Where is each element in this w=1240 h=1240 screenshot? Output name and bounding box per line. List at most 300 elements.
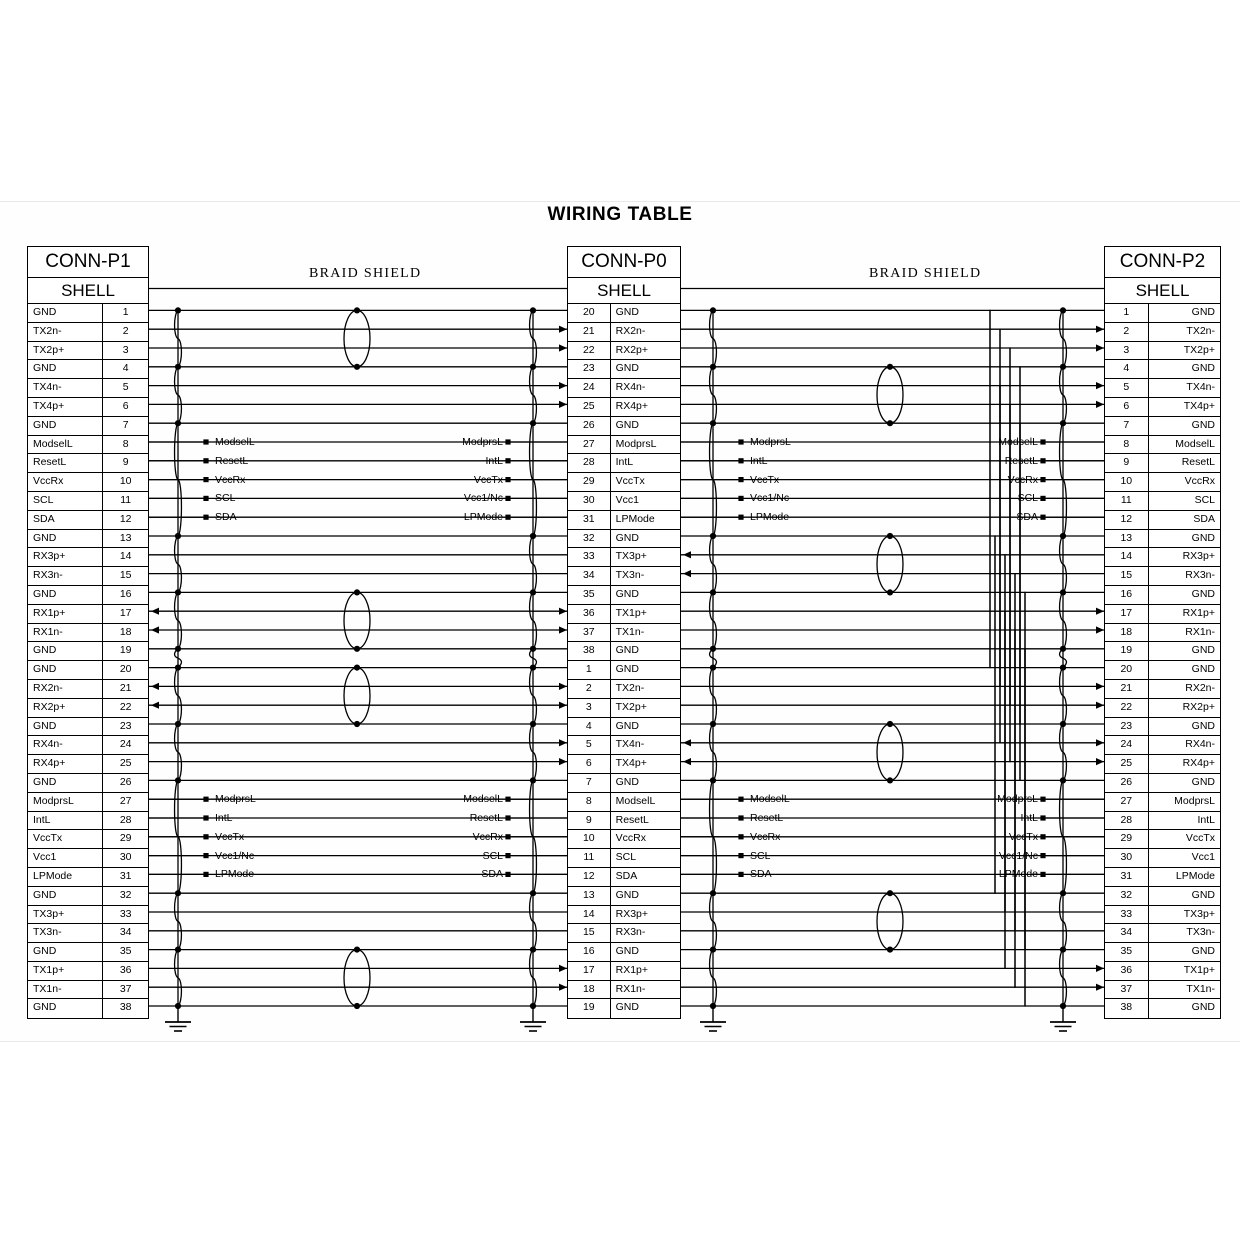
signal-stub-label: VccRx — [750, 830, 781, 843]
table-row — [28, 398, 148, 417]
table-row — [28, 548, 148, 567]
pin-number: 1 — [122, 306, 129, 318]
pin-signal-name: LPMode — [1175, 869, 1215, 882]
braid-shield-label-left: BRAID SHIELD — [309, 266, 422, 281]
pin-signal-name: RX2p+ — [1182, 700, 1215, 713]
pin-signal-name: TX4n- — [1186, 381, 1215, 394]
pin-number: 7 — [1105, 417, 1149, 435]
pin-number: 17 — [568, 962, 611, 980]
pin-signal-name: TX3n- — [1186, 926, 1215, 939]
pin-signal-name: VccTx — [28, 830, 103, 848]
pin-number: 14 — [1105, 548, 1149, 566]
pin-signal-name: SDA — [28, 511, 103, 529]
table-row — [1105, 699, 1220, 718]
pin-number: 19 — [1105, 642, 1149, 660]
pin-number: 22 — [119, 700, 132, 713]
table-row — [568, 774, 680, 793]
signal-stub-label: VccTx — [215, 830, 245, 843]
table-row — [568, 793, 680, 812]
table-row — [28, 943, 148, 962]
pin-number: 38 — [568, 642, 611, 660]
pin-number: 26 — [119, 775, 132, 788]
pin-number: 12 — [1105, 511, 1149, 529]
signal-stub-label: ModprsL — [215, 793, 256, 806]
pin-signal-name: TX2p+ — [615, 700, 647, 713]
pin-number: 2 — [122, 324, 129, 337]
pin-number: 20 — [119, 663, 132, 676]
pin-signal-name: TX3n- — [28, 924, 103, 942]
pin-signal-name: GND — [1191, 775, 1215, 788]
pin-number: 19 — [119, 644, 132, 657]
table-row — [28, 924, 148, 943]
table-row — [1105, 642, 1220, 661]
table-row — [568, 454, 680, 473]
pin-signal-name: TX3p+ — [615, 550, 647, 563]
pin-number: 27 — [1105, 793, 1149, 811]
table-row — [1105, 398, 1220, 417]
table-row — [28, 586, 148, 605]
table-row — [1105, 586, 1220, 605]
pin-number: 20 — [568, 304, 611, 322]
pin-number: 1 — [1105, 304, 1149, 322]
signal-stub-label: ResetL — [1004, 454, 1038, 467]
pin-signal-name: LPMode — [615, 512, 655, 525]
pin-signal-name: TX1p+ — [28, 962, 103, 980]
pin-signal-name: TX1p+ — [1183, 963, 1215, 976]
pin-signal-name: SCL — [615, 851, 637, 864]
pin-signal-name: GND — [28, 530, 103, 548]
pin-number: 28 — [119, 813, 132, 826]
table-row — [568, 473, 680, 492]
table-row — [28, 530, 148, 549]
table-row — [1105, 530, 1220, 549]
signal-stub-label: Vcc1/Nc — [215, 849, 255, 862]
signal-stub-label: Vcc1/Nc — [750, 492, 790, 505]
table-row — [28, 680, 148, 699]
pin-signal-name: GND — [615, 418, 639, 431]
signal-stub-label: VccTx — [473, 473, 503, 486]
pin-signal-name: VccRx — [28, 473, 103, 491]
table-row — [568, 906, 680, 925]
signal-stub-label: LPMode — [998, 868, 1038, 881]
pin-signal-name: IntL — [615, 456, 634, 469]
table-row — [1105, 417, 1220, 436]
table-row — [28, 360, 148, 379]
pin-number: 38 — [119, 1001, 132, 1014]
pin-signal-name: GND — [28, 718, 103, 736]
pin-number: 13 — [568, 887, 611, 905]
table-row — [568, 360, 680, 379]
table-row — [28, 605, 148, 624]
table-row — [1105, 736, 1220, 755]
pin-signal-name: GND — [615, 306, 639, 318]
pin-signal-name: TX4n- — [615, 738, 645, 751]
table-row — [568, 718, 680, 737]
table-row — [568, 830, 680, 849]
pin-number: 19 — [568, 999, 611, 1018]
pin-signal-name: RX1n- — [1185, 625, 1215, 638]
table-row — [568, 323, 680, 342]
pin-signal-name: RX4p+ — [615, 399, 649, 412]
pin-signal-name: GND — [28, 586, 103, 604]
pin-signal-name: GND — [28, 304, 103, 322]
table-row — [1105, 661, 1220, 680]
signal-stub-label: VccRx — [472, 830, 503, 843]
table-row — [1105, 830, 1220, 849]
pin-number: 36 — [119, 963, 132, 976]
table-row — [28, 981, 148, 1000]
signal-stub-label: IntL — [750, 454, 768, 467]
pin-signal-name: ResetL — [615, 813, 649, 826]
pin-signal-name: VccTx — [1185, 832, 1215, 845]
pin-number: 9 — [1105, 454, 1149, 472]
pin-number: 9 — [122, 456, 129, 469]
table-row — [568, 943, 680, 962]
table-row — [28, 304, 148, 323]
pin-number: 23 — [568, 360, 611, 378]
pin-number: 38 — [1105, 999, 1149, 1018]
braid-shield-label-right: BRAID SHIELD — [869, 266, 982, 281]
pin-number: 14 — [119, 550, 132, 563]
table-row — [1105, 999, 1220, 1018]
pin-number: 15 — [119, 569, 132, 582]
pin-number: 32 — [568, 530, 611, 548]
pin-signal-name: ModprsL — [28, 793, 103, 811]
pin-signal-name: GND — [615, 888, 639, 901]
pin-number: 33 — [119, 907, 132, 920]
table-row — [568, 586, 680, 605]
signal-stub-label: ModprsL — [997, 793, 1038, 806]
signal-stub-label: ResetL — [469, 812, 503, 824]
pin-signal-name: RX3p+ — [28, 548, 103, 566]
signal-stub-label: SCL — [1017, 492, 1038, 505]
signal-stub-label: LPMode — [215, 868, 255, 881]
pin-number: 24 — [1105, 736, 1149, 754]
table-row — [28, 736, 148, 755]
pin-number: 26 — [1105, 774, 1149, 792]
pin-number: 17 — [119, 606, 132, 619]
table-row — [1105, 473, 1220, 492]
pin-signal-name: RX3n- — [1185, 569, 1215, 582]
signal-stub-label: LPMode — [463, 511, 503, 524]
table-row — [568, 624, 680, 643]
pin-number: 29 — [119, 832, 132, 845]
signal-stub-label: VccTx — [750, 473, 780, 486]
pin-number: 9 — [568, 812, 611, 830]
pin-signal-name: TX4p+ — [1183, 399, 1215, 412]
table-row — [1105, 567, 1220, 586]
pin-signal-name: ModselL — [1175, 437, 1215, 450]
page-title: WIRING TABLE — [547, 204, 693, 225]
signal-stub-label: ModselL — [998, 436, 1038, 448]
table-row — [1105, 492, 1220, 511]
pin-signal-name: RX1p+ — [28, 605, 103, 623]
pin-signal-name: TX1n- — [1186, 982, 1215, 995]
pin-number: 29 — [1105, 830, 1149, 848]
pin-signal-name: GND — [1191, 945, 1215, 958]
pin-signal-name: GND — [1191, 1001, 1215, 1014]
pin-signal-name: RX4p+ — [28, 755, 103, 773]
pin-number: 13 — [119, 531, 132, 544]
pin-number: 2 — [568, 680, 611, 698]
pin-signal-name: ModselL — [615, 794, 656, 807]
pin-signal-name: GND — [28, 774, 103, 792]
connector-p1-title: CONN-P1 — [28, 247, 148, 278]
pin-signal-name: RX4p+ — [1182, 757, 1215, 770]
pin-signal-name: SDA — [1193, 512, 1215, 525]
pin-signal-name: GND — [1191, 531, 1215, 544]
table-row — [1105, 605, 1220, 624]
pin-signal-name: GND — [1191, 888, 1215, 901]
pin-signal-name: TX1p+ — [615, 606, 647, 619]
signal-stub-label: ResetL — [750, 812, 784, 824]
pin-signal-name: RX3p+ — [615, 907, 649, 920]
pin-number: 3 — [122, 343, 129, 356]
table-row — [1105, 774, 1220, 793]
signal-stub-label: ModselL — [463, 793, 503, 806]
table-row — [28, 906, 148, 925]
table-row — [568, 548, 680, 567]
pin-number: 26 — [568, 417, 611, 435]
connector-p2-title: CONN-P2 — [1105, 247, 1220, 278]
pin-number: 10 — [1105, 473, 1149, 491]
pin-number: 34 — [119, 926, 132, 939]
pin-number: 20 — [1105, 661, 1149, 679]
pin-number: 3 — [568, 699, 611, 717]
table-row — [568, 812, 680, 831]
pin-number: 15 — [568, 924, 611, 942]
pin-signal-name: TX2p+ — [28, 342, 103, 360]
signal-stub-label: VccTx — [1008, 830, 1038, 843]
pin-number: 4 — [1105, 360, 1149, 378]
pin-number: 7 — [122, 418, 129, 431]
table-row — [1105, 943, 1220, 962]
connector-p1 — [27, 246, 149, 1019]
table-row — [568, 868, 680, 887]
connector-p1-rows — [28, 304, 148, 1018]
pin-number: 37 — [1105, 981, 1149, 999]
connector-p2-rows — [1105, 304, 1220, 1018]
pin-number: 31 — [1105, 868, 1149, 886]
connector-p1-shell: SHELL — [28, 278, 148, 304]
pin-number: 36 — [1105, 962, 1149, 980]
table-row — [1105, 793, 1220, 812]
table-row — [1105, 436, 1220, 455]
pin-signal-name: GND — [615, 775, 639, 788]
table-row — [28, 774, 148, 793]
pin-signal-name: ModprsL — [1174, 794, 1215, 807]
pin-signal-name: GND — [28, 661, 103, 679]
pin-signal-name: RX4n- — [28, 736, 103, 754]
table-row — [1105, 360, 1220, 379]
table-row — [28, 699, 148, 718]
pin-signal-name: TX2n- — [28, 323, 103, 341]
connector-p0-shell: SHELL — [568, 278, 680, 304]
pin-signal-name: RX2n- — [615, 324, 646, 337]
pin-signal-name: RX2p+ — [28, 699, 103, 717]
pin-number: 35 — [568, 586, 611, 604]
pin-number: 6 — [1105, 398, 1149, 416]
table-row — [568, 981, 680, 1000]
pin-signal-name: ModselL — [28, 436, 103, 454]
signal-stub-label: SDA — [750, 868, 772, 881]
signal-stub-label: Vcc1/Nc — [463, 492, 503, 505]
pin-number: 21 — [1105, 680, 1149, 698]
table-row — [568, 379, 680, 398]
table-row — [1105, 906, 1220, 925]
pin-signal-name: RX1p+ — [1182, 606, 1215, 619]
pin-number: 36 — [568, 605, 611, 623]
table-row — [1105, 680, 1220, 699]
signal-stub-label: SDA — [215, 511, 237, 524]
pin-signal-name: GND — [615, 644, 639, 657]
pin-signal-name: GND — [1191, 587, 1215, 600]
signal-stub-label: IntL — [1020, 812, 1038, 824]
pin-signal-name: GND — [615, 587, 639, 600]
pin-number: 35 — [119, 945, 132, 958]
pin-number: 16 — [1105, 586, 1149, 604]
pin-signal-name: GND — [615, 531, 639, 544]
pin-signal-name: RX3n- — [615, 926, 646, 939]
pin-number: 6 — [568, 755, 611, 773]
pin-signal-name: GND — [1191, 306, 1215, 318]
pin-number: 29 — [568, 473, 611, 491]
pin-number: 15 — [1105, 567, 1149, 585]
table-row — [28, 473, 148, 492]
pin-number: 5 — [568, 736, 611, 754]
table-row — [1105, 511, 1220, 530]
table-row — [568, 492, 680, 511]
pin-number: 8 — [568, 793, 611, 811]
pin-number: 13 — [1105, 530, 1149, 548]
pin-number: 12 — [119, 512, 132, 525]
pin-signal-name: GND — [28, 887, 103, 905]
pin-signal-name: Vcc1 — [28, 849, 103, 867]
pin-number: 11 — [120, 493, 132, 506]
table-row — [28, 718, 148, 737]
table-row — [568, 436, 680, 455]
pin-number: 34 — [568, 567, 611, 585]
pin-number: 5 — [122, 381, 129, 394]
table-row — [1105, 812, 1220, 831]
table-row — [28, 793, 148, 812]
pin-number: 30 — [1105, 849, 1149, 867]
pin-signal-name: GND — [28, 417, 103, 435]
pin-signal-name: VccRx — [1184, 475, 1215, 488]
pin-number: 3 — [1105, 342, 1149, 360]
pin-signal-name: GND — [1191, 362, 1215, 375]
pin-number: 32 — [119, 888, 132, 901]
pin-number: 17 — [1105, 605, 1149, 623]
pin-number: 31 — [119, 869, 132, 882]
table-row — [1105, 454, 1220, 473]
pin-signal-name: RX2p+ — [615, 343, 649, 356]
pin-signal-name: SCL — [28, 492, 103, 510]
connector-p0 — [567, 246, 681, 1019]
table-row — [568, 530, 680, 549]
table-row — [1105, 962, 1220, 981]
pin-number: 7 — [568, 774, 611, 792]
pin-number: 11 — [1105, 492, 1149, 510]
pin-number: 30 — [568, 492, 611, 510]
pin-signal-name: GND — [28, 642, 103, 660]
pin-signal-name: ModprsL — [615, 437, 657, 450]
pin-number: 27 — [119, 794, 132, 807]
pin-signal-name: RX3n- — [28, 567, 103, 585]
signal-stub-label: SCL — [482, 849, 503, 862]
pin-signal-name: GND — [28, 360, 103, 378]
pin-number: 1 — [568, 661, 611, 679]
table-row — [568, 605, 680, 624]
pin-signal-name: TX3n- — [615, 569, 645, 582]
pin-number: 33 — [1105, 906, 1149, 924]
signal-stub-label: SCL — [215, 492, 236, 505]
table-row — [28, 323, 148, 342]
pin-signal-name: TX1n- — [615, 625, 645, 638]
signal-stub-label: ResetL — [215, 454, 249, 467]
table-row — [28, 624, 148, 643]
table-row — [1105, 323, 1220, 342]
table-row — [568, 999, 680, 1018]
pin-signal-name: GND — [615, 362, 639, 375]
table-row — [1105, 342, 1220, 361]
pin-number: 16 — [119, 587, 132, 600]
pin-number: 4 — [568, 718, 611, 736]
table-row — [28, 661, 148, 680]
signal-stub-label: VccRx — [215, 473, 246, 486]
table-row — [28, 492, 148, 511]
pin-number: 8 — [1105, 436, 1149, 454]
table-row — [28, 830, 148, 849]
pin-number: 22 — [568, 342, 611, 360]
connector-p2-shell: SHELL — [1105, 278, 1220, 304]
signal-stub-label: ModprsL — [462, 436, 503, 448]
connector-p2 — [1104, 246, 1221, 1019]
pin-signal-name: TX2n- — [1186, 324, 1215, 337]
table-row — [28, 567, 148, 586]
table-row — [28, 436, 148, 455]
pin-number: 30 — [119, 851, 132, 864]
pin-number: 25 — [1105, 755, 1149, 773]
pin-number: 5 — [1105, 379, 1149, 397]
pin-signal-name: IntL — [1197, 813, 1215, 826]
pin-number: 18 — [1105, 624, 1149, 642]
table-row — [1105, 849, 1220, 868]
table-row — [1105, 887, 1220, 906]
table-row — [568, 398, 680, 417]
pin-number: 18 — [568, 981, 611, 999]
pin-number: 6 — [122, 399, 129, 412]
signal-stub-label: SDA — [481, 868, 503, 881]
pin-number: 23 — [119, 719, 132, 732]
signal-stub-label: IntL — [215, 812, 233, 824]
pin-number: 22 — [1105, 699, 1149, 717]
signal-stub-label: SCL — [750, 849, 771, 862]
pin-number: 4 — [122, 362, 129, 375]
table-row — [568, 567, 680, 586]
pin-number: 21 — [568, 323, 611, 341]
pin-signal-name: Vcc1 — [615, 493, 639, 506]
pin-signal-name: LPMode — [28, 868, 103, 886]
table-row — [28, 642, 148, 661]
pin-number: 37 — [568, 624, 611, 642]
pin-signal-name: Vcc1 — [1191, 851, 1215, 864]
pin-signal-name: TX4n- — [28, 379, 103, 397]
pin-number: 25 — [568, 398, 611, 416]
table-row — [28, 342, 148, 361]
pin-signal-name: GND — [615, 663, 639, 676]
pin-number: 25 — [119, 757, 132, 770]
